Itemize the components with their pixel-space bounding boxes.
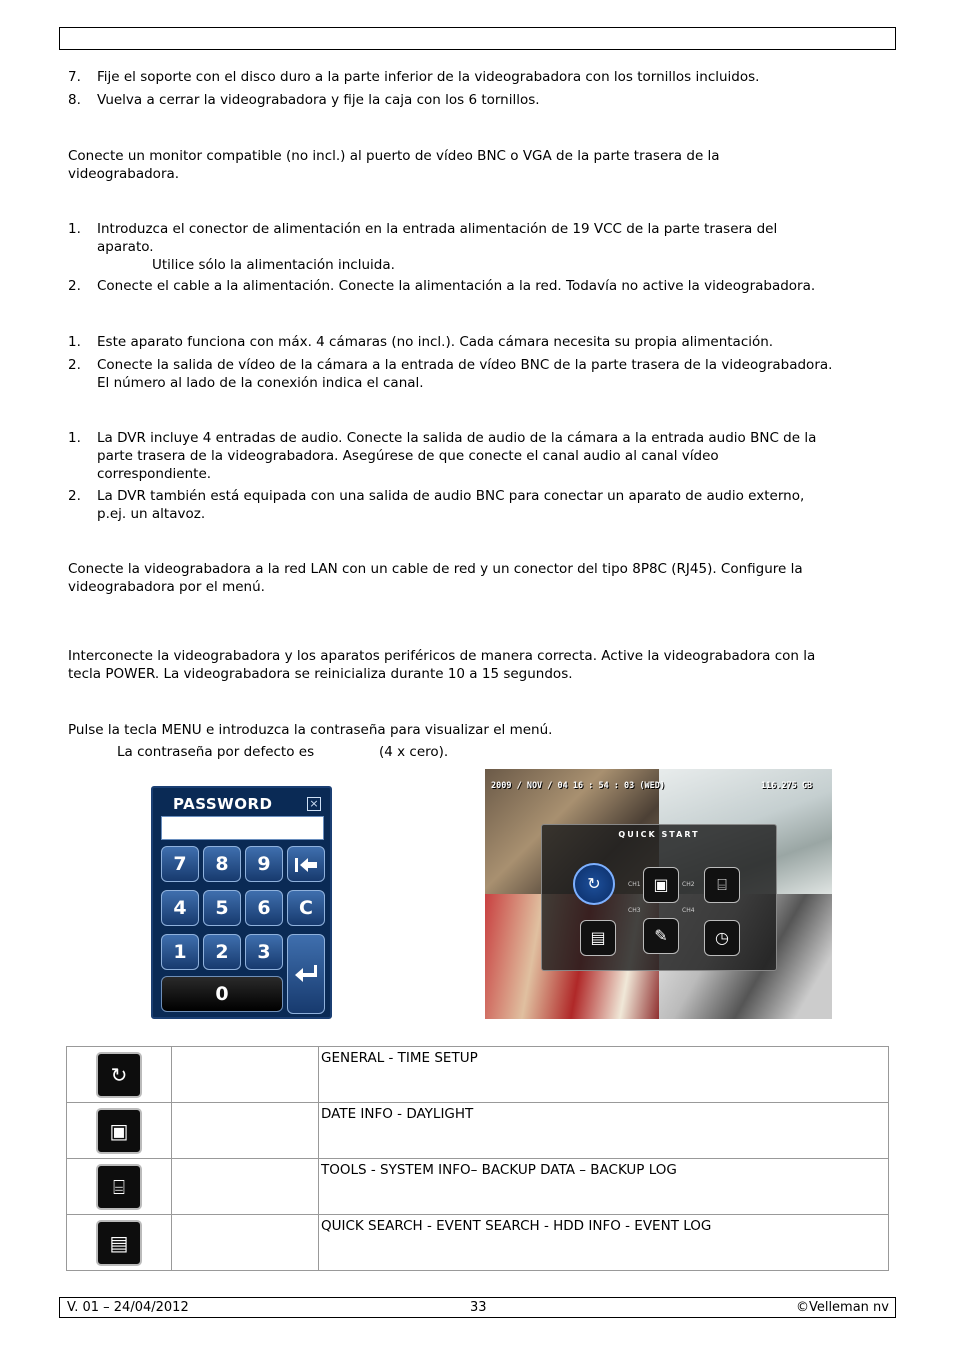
step-number: 1. (68, 221, 81, 237)
step-number: 2. (68, 278, 81, 294)
paragraph-line: videograbadora por el menú. (68, 579, 265, 595)
key-0[interactable]: 0 (161, 976, 283, 1012)
system-tools-icon[interactable]: ⌸ (704, 867, 740, 903)
step-number: 1. (68, 334, 81, 350)
backspace-icon[interactable] (287, 846, 325, 882)
channel-label: CH2 (682, 881, 695, 888)
key-4[interactable]: 4 (161, 890, 199, 926)
password-note: La contraseña por defecto es (117, 744, 315, 760)
channel-label: CH4 (682, 907, 695, 914)
table-cell-desc: TOOLS - SYSTEM INFO– BACKUP DATA – BACKUP LOG (319, 1159, 889, 1215)
channel-label: CH1 (628, 881, 641, 888)
channel-label: CH3 (628, 907, 641, 914)
key-6[interactable]: 6 (245, 890, 283, 926)
note-text: Utilice sólo la alimentación incluida. (152, 257, 395, 273)
paragraph-line: Conecte la videograbadora a la red LAN con un cable de red y un conector del tipo 8P8C (RJ45). Configure la (68, 561, 803, 577)
step-text: p.ej. un altavoz. (97, 506, 206, 522)
enter-icon[interactable] (287, 934, 325, 1014)
key-3[interactable]: 3 (245, 934, 283, 970)
footer-version: V. 01 – 24/04/2012 (67, 1300, 189, 1315)
paragraph-line: tecla POWER. La videograbadora se reinicializa durante 10 a 15 segundos. (68, 666, 573, 682)
paragraph-line: Pulse la tecla MENU e introduzca la contraseña para visualizar el menú. (68, 722, 553, 738)
step-text: Introduzca el conector de alimentación en la entrada alimentación de 19 VCC de la parte trasera del (97, 221, 778, 237)
step-text: Fije el soporte con el disco duro a la parte inferior de la videograbadora con los tornillos incluidos. (97, 69, 760, 85)
step-text: parte trasera de la videograbadora. Asegúrese de que conecte el canal audio al canal vídeo (97, 448, 719, 464)
step-number: 2. (68, 488, 81, 504)
table-cell-desc: DATE INFO - DAYLIGHT (319, 1103, 889, 1159)
table-row (67, 1103, 889, 1159)
quick-start-panel (541, 824, 777, 971)
keypad-title: PASSWORD (173, 795, 273, 813)
step-text: correspondiente. (97, 466, 212, 482)
table-row (67, 1215, 889, 1271)
footer-copyright: ©Velleman nv (795, 1300, 889, 1315)
quick-start-general-icon: ↻ (96, 1052, 142, 1098)
advanced-config-icon[interactable]: ✎ (643, 918, 679, 954)
schedule-clock-icon[interactable]: ◷ (704, 920, 740, 956)
step-text: aparato. (97, 239, 154, 255)
osd-disk-space: 116.275 GB (761, 781, 813, 791)
key-5[interactable]: 5 (203, 890, 241, 926)
step-text: Vuelva a cerrar la videograbadora y fije la caja con los 6 tornillos. (97, 92, 540, 108)
key-8[interactable]: 8 (203, 846, 241, 882)
step-text: La DVR también está equipada con una salida de audio BNC para conectar un aparato de audio externo, (97, 488, 805, 504)
system-tools-icon: ⌸ (96, 1164, 142, 1210)
footer-page-number: 33 (470, 1300, 487, 1315)
quick-start-title: QUICK START (618, 830, 700, 839)
step-number: 2. (68, 357, 81, 373)
osd-datetime: 2009 / NOV / 04 16 : 54 : 03 (WED) (491, 781, 665, 791)
date-calendar-icon: ▣ (96, 1108, 142, 1154)
step-text: Este aparato funciona con máx. 4 cámaras (no incl.). Cada cámara necesita su propia alimentación. (97, 334, 774, 350)
step-text: El número al lado de la conexión indica el canal. (97, 375, 424, 391)
key-2[interactable]: 2 (203, 934, 241, 970)
page-header-box (59, 27, 896, 50)
step-number: 7. (68, 69, 81, 85)
menu-table (66, 1046, 889, 1271)
quick-start-screenshot (485, 769, 832, 1019)
event-search-icon: ▤ (96, 1220, 142, 1266)
step-number: 1. (68, 430, 81, 446)
close-icon[interactable]: × (307, 797, 321, 811)
table-cell-desc: QUICK SEARCH - EVENT SEARCH - HDD INFO - EVENT LOG (319, 1215, 889, 1271)
table-row (67, 1047, 889, 1103)
step-text: Conecte el cable a la alimentación. Conecte la alimentación a la red. Todavía no active la videograbadora. (97, 278, 816, 294)
key-9[interactable]: 9 (245, 846, 283, 882)
page-footer (59, 1297, 896, 1318)
paragraph-line: videograbadora. (68, 166, 180, 182)
table-row (67, 1159, 889, 1215)
event-search-icon[interactable]: ▤ (580, 920, 616, 956)
step-number: 8. (68, 92, 81, 108)
step-text: La DVR incluye 4 entradas de audio. Conecte la salida de audio de la cámara a la entrada audio BNC de la (97, 430, 817, 446)
table-cell-desc: GENERAL - TIME SETUP (319, 1047, 889, 1103)
paragraph-line: Interconecte la videograbadora y los aparatos periféricos de manera correcta. Active la videograbadora con la (68, 648, 816, 664)
clear-key[interactable]: C (287, 890, 325, 926)
paragraph-line: Conecte un monitor compatible (no incl.) al puerto de vídeo BNC o VGA de la parte trasera de la (68, 148, 720, 164)
quick-start-general-icon[interactable]: ↻ (573, 863, 615, 905)
step-text: Conecte la salida de vídeo de la cámara a la entrada de vídeo BNC de la parte trasera de la videograbadora. (97, 357, 833, 373)
password-note-suffix: (4 x cero). (379, 744, 449, 760)
password-input[interactable] (161, 816, 324, 840)
key-7[interactable]: 7 (161, 846, 199, 882)
key-1[interactable]: 1 (161, 934, 199, 970)
date-calendar-icon[interactable]: ▣ (643, 867, 679, 903)
password-keypad (151, 786, 332, 1019)
